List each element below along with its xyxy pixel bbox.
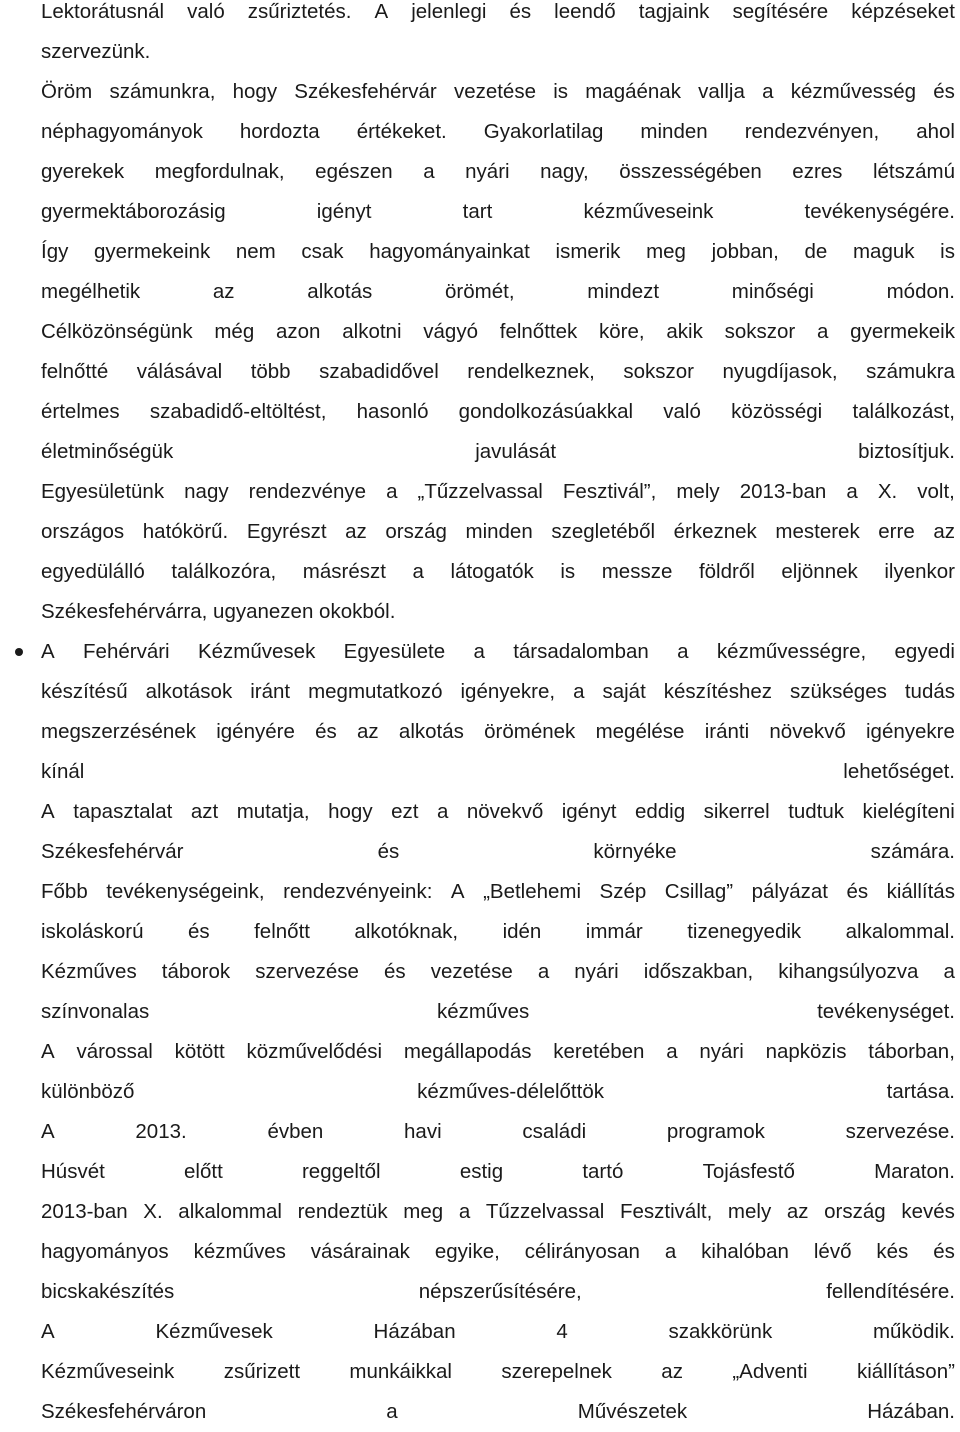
text-line: A Fehérvári Kézművesek Egyesülete a társadalomban a kézművességre, egyedi [41,640,955,663]
text-line: megszerzésének igényére és az alkotás örömének megélése iránti növekvő igényekre [41,720,955,743]
text-line: készítésű alkotások iránt megmutatkozó igényekre, a saját készítéshez szükséges tudás [41,680,955,703]
text-line: szervezünk. [41,40,151,63]
text-line: Kézműveseink zsűrizett munkáikkal szerepelnek az „Adventi kiállításon” [41,1360,955,1383]
text-line: Főbb tevékenységeink, rendezvényeink: A „Betlehemi Szép Csillag” pályázat és kiállítás [41,880,955,903]
bullet-dot-icon [15,648,23,656]
text-line: életminőségük javulását biztosítjuk. [41,440,955,463]
text-line: értelmes szabadidő-eltöltést, hasonló gondolkozásúakkal való közösségi találkozást, [41,400,955,423]
text-line: A tapasztalat azt mutatja, hogy ezt a növekvő igényt eddig sikerrel tudtuk kielégíteni [41,800,955,823]
text-line: Lektorátusnál való zsűriztetés. A jelenlegi és leendő tagjaink segítésére képzéseket [41,0,955,23]
text-line: megélhetik az alkotás örömét, mindezt minőségi módon. [41,280,955,303]
text-line: Kézműves táborok szervezése és vezetése a nyári időszakban, kihangsúlyozva a [41,960,955,983]
text-line: különböző kézműves-délelőttök tartása. [41,1080,955,1103]
text-line: Öröm számunkra, hogy Székesfehérvár vezetése is magáénak vallja a kézművesség és [41,80,955,103]
text-line: Székesfehérvárra, ugyanezen okokból. [41,600,396,623]
text-line: bicskakészítés népszerűsítésére, fellendítésére. [41,1280,955,1303]
text-line: kínál lehetőséget. [41,760,955,783]
text-line: A 2013. évben havi családi programok szervezése. [41,1120,955,1143]
text-line: gyermektáborozásig igényt tart kézműveseink tevékenységére. [41,200,955,223]
paragraph-block-1 [41,0,955,632]
text-line: A várossal kötött közművelődési megállapodás keretében a nyári napközis táborban, [41,1040,955,1063]
text-line: Székesfehérvár és környéke számára. [41,840,955,863]
text-line: egyedülálló találkozóra, másrészt a látogatók is messze földről eljönnek ilyenkor [41,560,955,583]
text-line: színvonalas kézműves tevékenységet. [41,1000,955,1023]
text-line: A Kézművesek Házában 4 szakkörünk működik. [41,1320,955,1343]
document-page [41,0,955,1432]
text-line: Székesfehérváron a Művészetek Házában. [41,1400,955,1423]
text-line: gyerekek megfordulnak, egészen a nyári nagy, összességében ezres létszámú [41,160,955,183]
text-line: 2013-ban X. alkalommal rendeztük meg a Tűzzelvassal Fesztivált, mely az ország kevés [41,1200,955,1223]
text-line: felnőtté válásával több szabadidővel rendelkeznek, sokszor nyugdíjasok, számukra [41,360,955,383]
text-line: iskoláskorú és felnőtt alkotóknak, idén immár tizenegyedik alkalommal. [41,920,955,943]
text-line: Egyesületünk nagy rendezvénye a „Tűzzelvassal Fesztivál”, mely 2013-ban a X. volt, [41,480,955,503]
text-line: Célközönségünk még azon alkotni vágyó felnőttek köre, akik sokszor a gyermekeik [41,320,955,343]
text-line: hagyományos kézműves vásárainak egyike, célirányosan a kihalóban lévő kés és [41,1240,955,1263]
text-line: Húsvét előtt reggeltől estig tartó Tojásfestő Maraton. [41,1160,955,1183]
text-line: országos hatókörű. Egyrészt az ország minden szegletéből érkeznek mesterek erre az [41,520,955,543]
text-line: néphagyományok hordozta értékeket. Gyakorlatilag minden rendezvényen, ahol [41,120,955,143]
bullet-paragraph-block-2 [41,632,955,1432]
text-line: Így gyermekeink nem csak hagyományainkat ismerik meg jobban, de maguk is [41,240,955,263]
